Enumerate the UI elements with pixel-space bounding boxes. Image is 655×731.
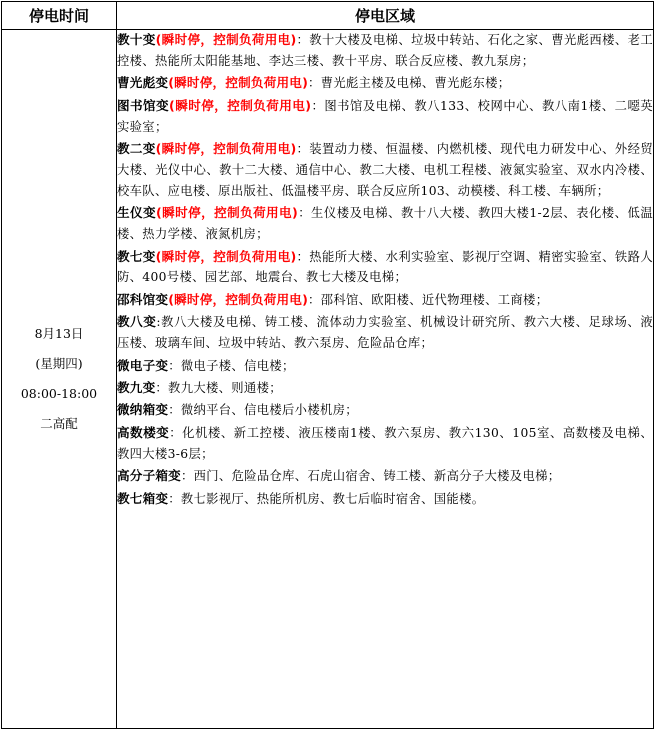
substation-entry	[117, 312, 653, 354]
substation-note: (瞬时停，控制负荷用电)	[168, 75, 309, 91]
outage-date: 8月13日	[34, 326, 84, 341]
substation-sep: ：	[296, 142, 310, 157]
header-time: 停电时间	[2, 2, 117, 30]
substation-areas: 曹光彪主楼及电梯、曹光彪东楼；	[320, 76, 511, 91]
outage-hours: 08:00-18:00	[20, 386, 98, 401]
substation-name: 高分子箱变	[117, 468, 181, 484]
substation-note: (瞬时停，控制负荷用电)	[155, 205, 298, 221]
substation-sep: ：	[168, 491, 181, 506]
substation-areas: 教十大楼及电梯、垃圾中转站、石化之家、曹光彪西楼、老工控楼、热能所太阳能基地、李达三楼、教十平房、联合反应楼、教九泵房；	[117, 33, 653, 68]
substation-entry	[117, 73, 653, 94]
outage-circuit: 二高配	[40, 416, 78, 431]
substation-name: 图书馆变	[117, 97, 170, 113]
outage-row	[2, 30, 654, 729]
substation-sep: ：	[308, 292, 321, 307]
substation-name: 微纳箱变	[117, 402, 169, 418]
substation-name: 高数楼变	[117, 424, 170, 440]
substation-areas: 微电子楼、信电楼；	[180, 358, 295, 373]
substation-name: 生仪变	[117, 205, 156, 221]
substation-sep: ：	[169, 425, 183, 440]
substation-sep: ：	[180, 469, 194, 484]
substation-name: 教九变	[117, 380, 156, 395]
substation-sep: ：	[168, 358, 181, 373]
header-row	[2, 2, 654, 30]
substation-areas: 生仪楼及电梯、教十八大楼、教四大楼1-2层、表化楼、低温楼、热力学楼、液氮机房；	[117, 206, 653, 242]
substation-entry	[117, 139, 653, 202]
substation-entry	[117, 290, 653, 311]
time-cell	[2, 30, 117, 729]
substation-areas: 邵科馆、欧阳楼、近代物理楼、工商楼；	[320, 292, 549, 307]
substation-sep: :	[156, 315, 161, 330]
substation-note: (瞬时停，控制负荷用电)	[155, 141, 297, 157]
substation-sep: ：	[168, 403, 181, 418]
substation-note: (瞬时停，控制负荷用电)	[155, 32, 297, 47]
substation-entry	[117, 378, 653, 399]
substation-entry	[117, 203, 653, 245]
substation-areas: 微纳平台、信电楼后小楼机房；	[180, 403, 358, 418]
substation-entry	[117, 356, 653, 377]
substation-entry	[117, 30, 653, 72]
substation-entry	[117, 489, 653, 510]
substation-areas: 装置动力楼、恒温楼、内燃机楼、现代电力研发中心、外经贸大楼、光仪中心、教十二大楼、通信中心、教二大楼、电机工程楼、液氮实验室、双水内冷楼、校车队、应电楼、原出版社、低温楼平房、联合反应所103、动模楼、科工楼、车辆所；	[117, 142, 653, 198]
substation-entry	[117, 466, 653, 487]
substation-sep: ：	[296, 33, 310, 47]
substation-sep: ：	[311, 98, 325, 113]
substation-name: 微电子变	[117, 357, 169, 373]
substation-sep: ：	[155, 381, 169, 395]
substation-name: 邵科馆变	[117, 291, 169, 307]
substation-entry	[117, 96, 653, 138]
substation-entry	[117, 423, 653, 465]
substation-name: 曹光彪变	[117, 75, 169, 91]
substation-name: 教八变	[117, 314, 157, 330]
substation-areas: 热能所大楼、水利实验室、影视厅空调、精密实验室、铁路人防、400号楼、园艺部、地震台、教七大楼及电梯；	[117, 249, 653, 285]
substation-sep: ：	[298, 206, 312, 221]
substation-areas: 教九大楼、则通楼；	[168, 381, 282, 395]
outage-weekday: (星期四)	[35, 356, 83, 371]
substation-name: 教七箱变	[117, 490, 169, 506]
substation-areas: 西门、危险品仓库、石虎山宿舍、铸工楼、新高分子大楼及电梯；	[193, 469, 561, 484]
substation-entry	[117, 400, 653, 421]
substation-areas: 化机楼、新工控楼、液压楼南1楼、教六泵房、教六130、105室、高数楼及电梯、教四大楼3-6层；	[117, 425, 653, 461]
substation-entry	[117, 247, 653, 289]
substation-sep: ：	[308, 76, 321, 91]
header-area: 停电区域	[117, 2, 654, 30]
substation-name: 教二变	[117, 141, 156, 157]
substation-note: (瞬时停，控制负荷用电)	[168, 291, 309, 307]
substation-sep: ：	[296, 249, 310, 264]
substation-name: 教十变	[117, 32, 156, 47]
area-cell	[117, 30, 654, 729]
substation-areas: 图书馆及电梯、教八133、校网中心、教八南1楼、二噁英实验室；	[117, 98, 653, 134]
substation-areas: 教七影视厅、热能所机房、教七后临时宿舍、国能楼。	[180, 491, 485, 506]
outage-table	[1, 1, 654, 729]
substation-areas: 教八大楼及电梯、铸工楼、流体动力实验室、机械设计研究所、教六大楼、足球场、液压楼、玻璃车间、垃圾中转站、教六泵房、危险品仓库；	[117, 315, 653, 351]
substation-note: (瞬时停，控制负荷用电)	[155, 248, 297, 264]
substation-note: (瞬时停，控制负荷用电)	[169, 97, 312, 113]
substation-name: 教七变	[117, 248, 156, 264]
